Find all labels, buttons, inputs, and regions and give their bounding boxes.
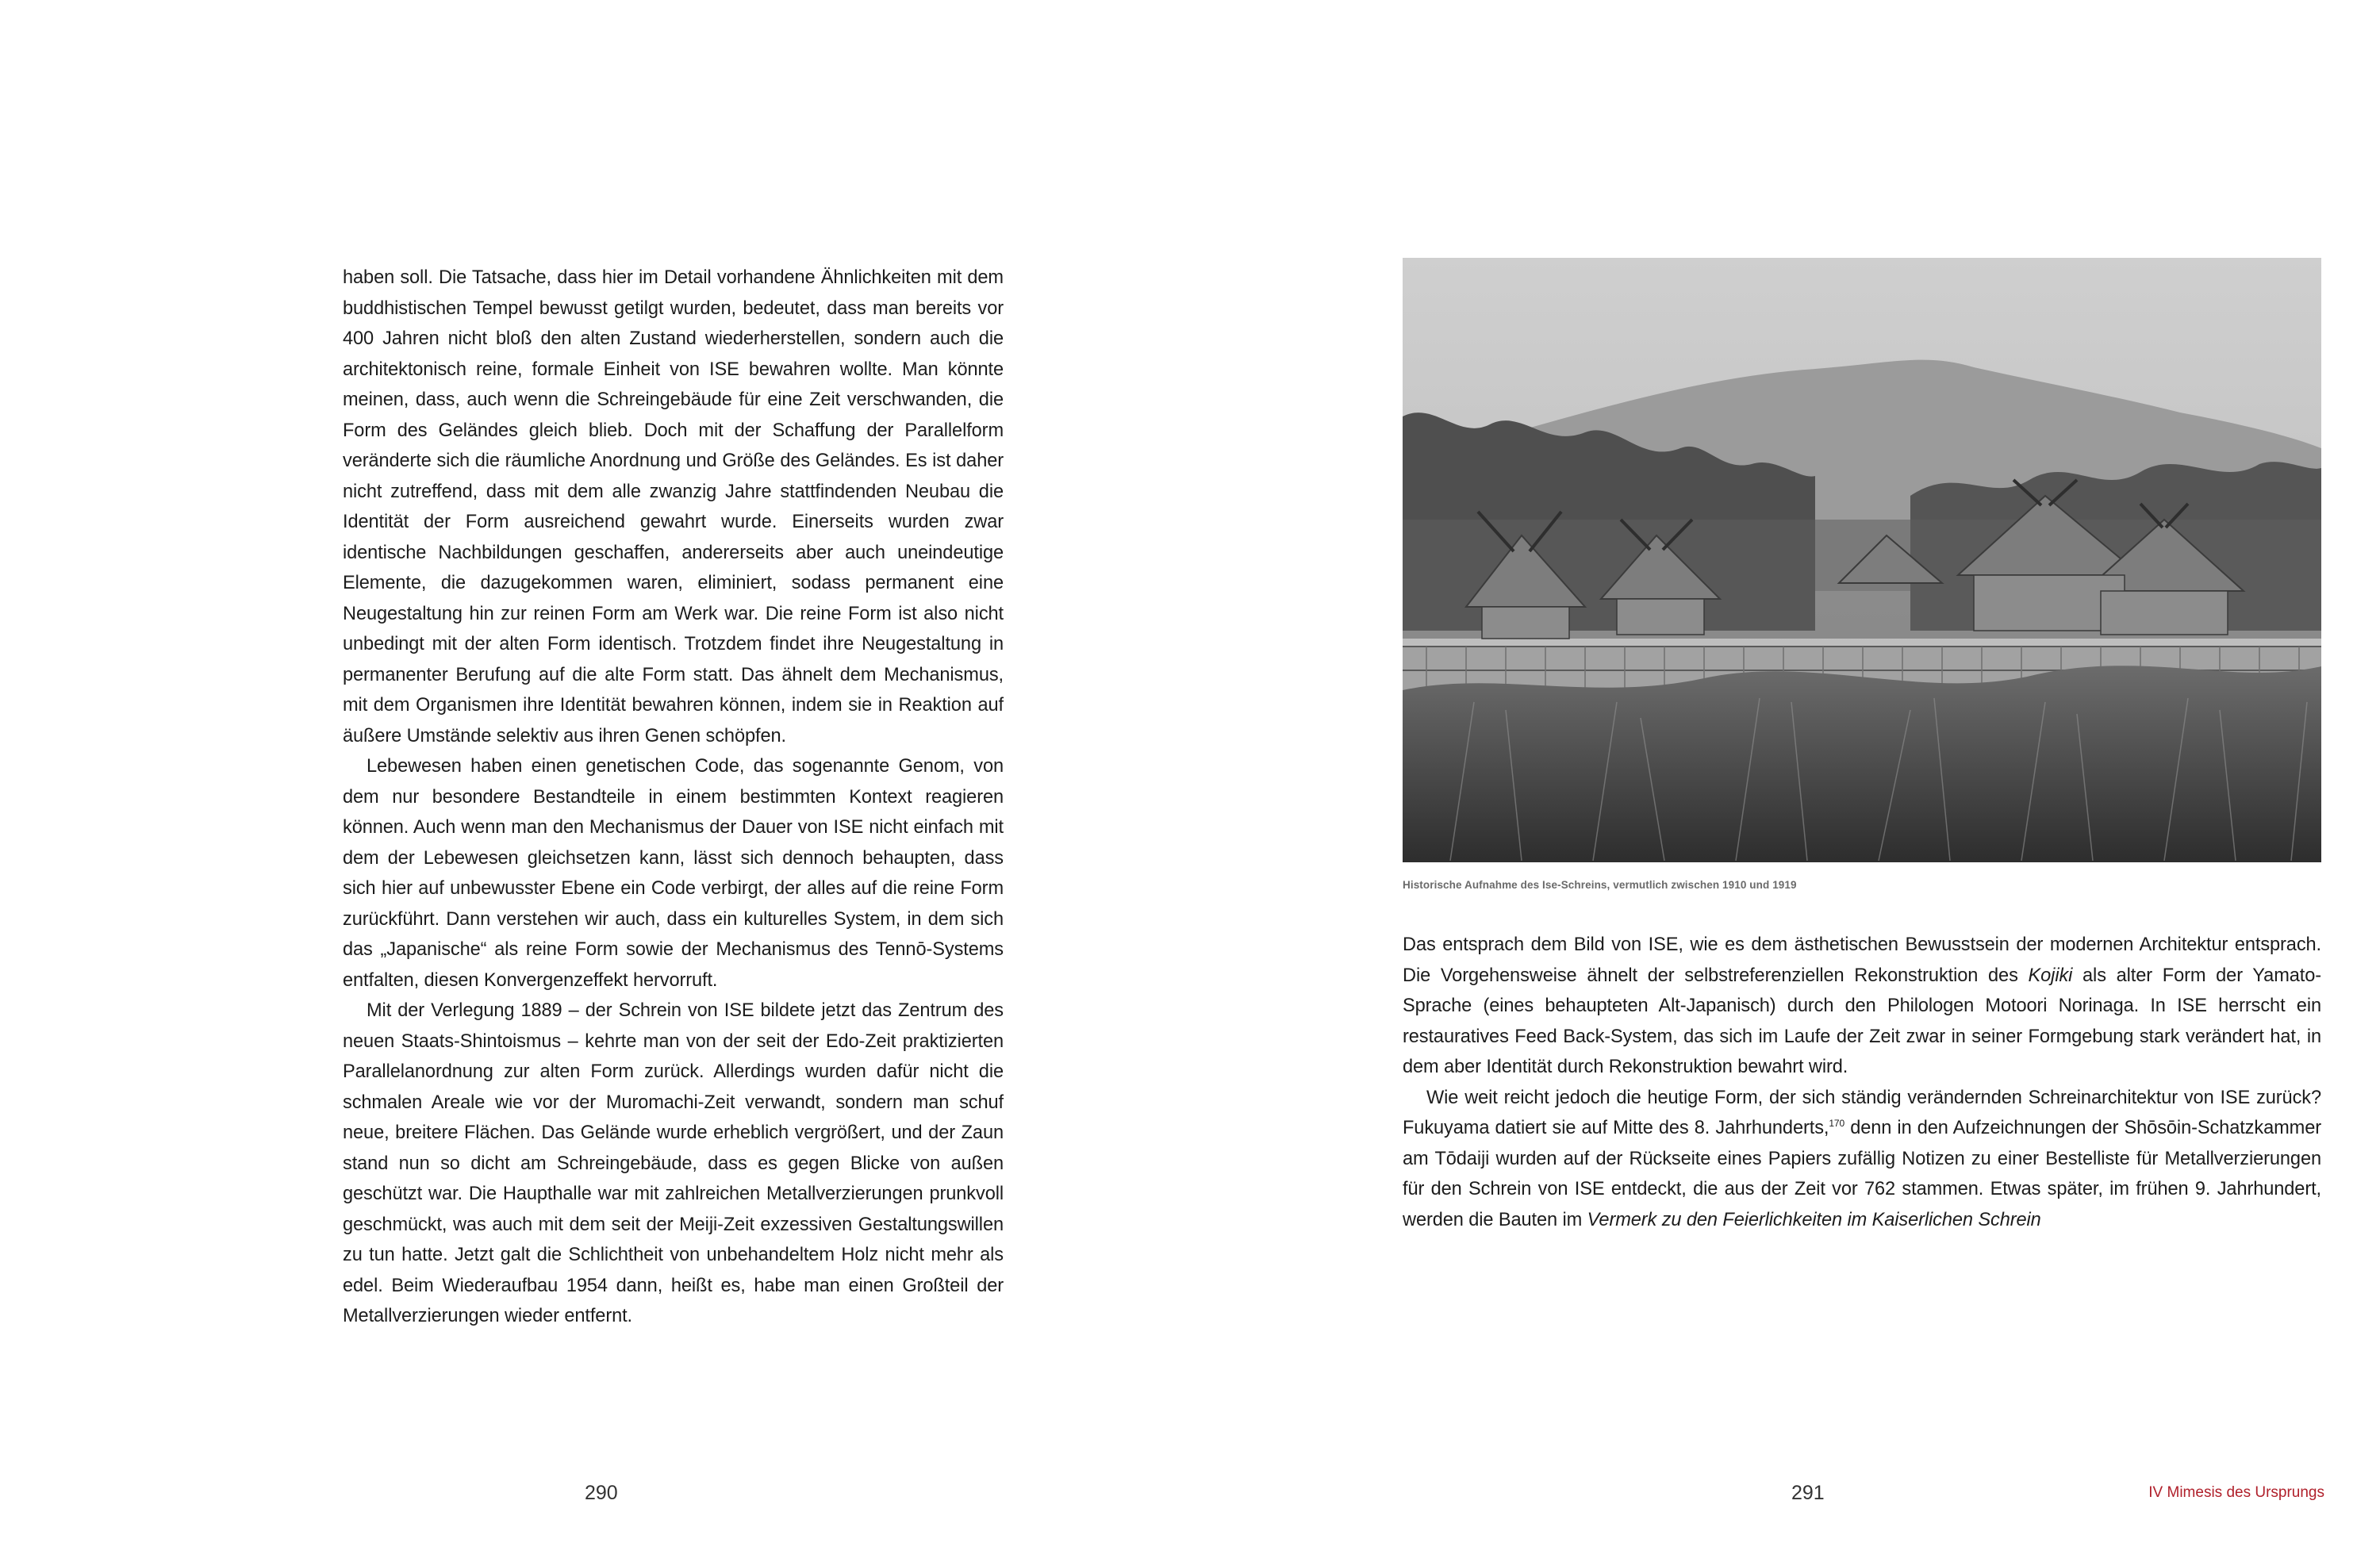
right-page xyxy=(1190,0,2380,1558)
right-text-column xyxy=(1403,930,2321,1235)
paragraph: haben soll. Die Tatsache, dass hier im Detail vorhandene Ähnlichkeiten mit dem buddhistischen Tempel bewusst getilgt wurden, bedeutet, dass man bereits vor 400 Jahren nicht bloß den alten Zustand wiederherstellen, sondern auch die architektonisch reine, formale Einheit von ISE bewahren wollte. Man könnte meinen, dass, auch wenn die Schreingebäude für eine Zeit verschwanden, die Form des Geländes gleich blieb. Doch mit der Schaffung der Parallelform veränderte sich die räumliche Anordnung und Größe des Geländes. Es ist daher nicht zutreffend, dass mit dem alle zwanzig Jahre stattfindenden Neubau die Identität der Form ausreichend gewahrt wurde. Einerseits wurden zwar identische Nachbildungen geschaffen, andererseits aber auch uneindeutige Elemente, die dazugekommen waren, eliminiert, sodass permanent eine Neugestaltung hin zur reinen Form am Werk war. Die reine Form ist also nicht unbedingt mit der alten Form identisch. Trotzdem findet ihre Neugestaltung in permanenter Berufung auf die alte Form statt. Das ähnelt dem Mechanismus, mit dem Organismen ihre Identität bewahren können, indem sie in Reaktion auf äußere Umstände selektiv aus ihren Genen schöpfen. xyxy=(343,267,1004,746)
photo-illustration xyxy=(1403,258,2321,862)
paragraph: Mit der Verlegung 1889 – der Schrein von ISE bildete jetzt das Zentrum des neuen Staats-Shintoismus – kehrte man von der seit der Edo-Zeit praktizierten Parallelanordnung zur alten Form zurück. Allerdings wurden dafür nicht die schmalen Areale wie vor der Muromachi-Zeit verwandt, sondern man schuf neue, breitere Flächen. Das Gelände wurde erheblich vergrößert, und der Zaun stand nun so dicht am Schreingebäude, dass es gegen Blicke von außen geschützt war. Die Haupthalle war mit zahlreichen Metallverzierungen prunkvoll geschmückt, was auch mit dem seit der Meiji-Zeit exzessiven Gestaltungswillen zu tun hatte. Jetzt galt die Schlichtheit von unbehandeltem Holz nicht mehr als edel. Beim Wiederaufbau 1954 dann, heißt es, habe man einen Großteil der Metallverzierungen wieder entfernt. xyxy=(343,1000,1004,1326)
historical-photo-ise-shrine xyxy=(1403,258,2321,862)
page-number-left: 290 xyxy=(585,1482,618,1504)
paragraph: Lebewesen haben einen genetischen Code, das sogenannte Genom, von dem nur besondere Bestandteile in einem bestimmten Kontext reagieren können. Auch wenn man den Mechanismus der Dauer von ISE nicht einfach mit dem der Lebewesen gleichsetzen kann, lässt sich dennoch behaupten, dass sich hier auf unbewusster Ebene ein Code verbirgt, der alles auf die reine Form zurückführt. Dann verstehen wir auch, dass ein kulturelles System, in dem sich das „Japanische“ als reine Form sowie der Mechanismus des Tennō-Systems entfalten, diesen Konvergenzeffekt hervorruft. xyxy=(343,756,1004,991)
text-run: als alter Form der Yamato-Sprache (eines behaupteten Alt-Japanisch) durch den Philologen Motoori Norinaga. In ISE herrscht ein restauratives Feed Back-System, das sich im Laufe der Zeit zwar in seiner Formgebung stark verändert hat, in dem aber Identität durch Rekonstruktion bewahrt wird. xyxy=(1403,965,2321,1077)
italic-title: Kojiki xyxy=(2028,965,2073,986)
page-number-right: 291 xyxy=(1791,1482,1825,1504)
paragraph xyxy=(1403,930,2321,1083)
text-run: Das entsprach dem Bild von ISE, wie es dem ästhetischen Bewusstsein der modernen Architektur entsprach. Die Vorgehensweise ähnelt der selbstreferenziellen Rekonstruktion des xyxy=(1403,934,2321,986)
text-run: denn in den Aufzeichnungen der Shōsōin-Schatzkammer am Tōdaiji wurden auf der Rückseite eines Papiers zufällig Notizen zu einer Bestelliste für Metallverzierungen für den Schrein von ISE entdeckt, die aus der Zeit vor 762 stammen. Etwas später, im frühen 9. Jahrhundert, werden die Bauten im xyxy=(1403,1118,2321,1230)
figure-caption: Historische Aufnahme des Ise-Schreins, vermutlich zwischen 1910 und 1919 xyxy=(1403,879,1797,891)
italic-title: Vermerk zu den Feierlichkeiten im Kaiserlichen Schrein xyxy=(1587,1209,2041,1230)
text-run: Wie weit reicht jedoch die heutige Form, der sich ständig verändernden Schreinarchitektur von ISE zurück? Fukuyama datiert sie auf Mitte des 8. Jahrhunderts, xyxy=(1403,1087,2321,1138)
footnote-marker: 170 xyxy=(1829,1118,1845,1130)
paragraph xyxy=(1403,1083,2321,1236)
left-text-column xyxy=(343,263,1004,1332)
running-head: IV Mimesis des Ursprungs xyxy=(2148,1484,2324,1501)
